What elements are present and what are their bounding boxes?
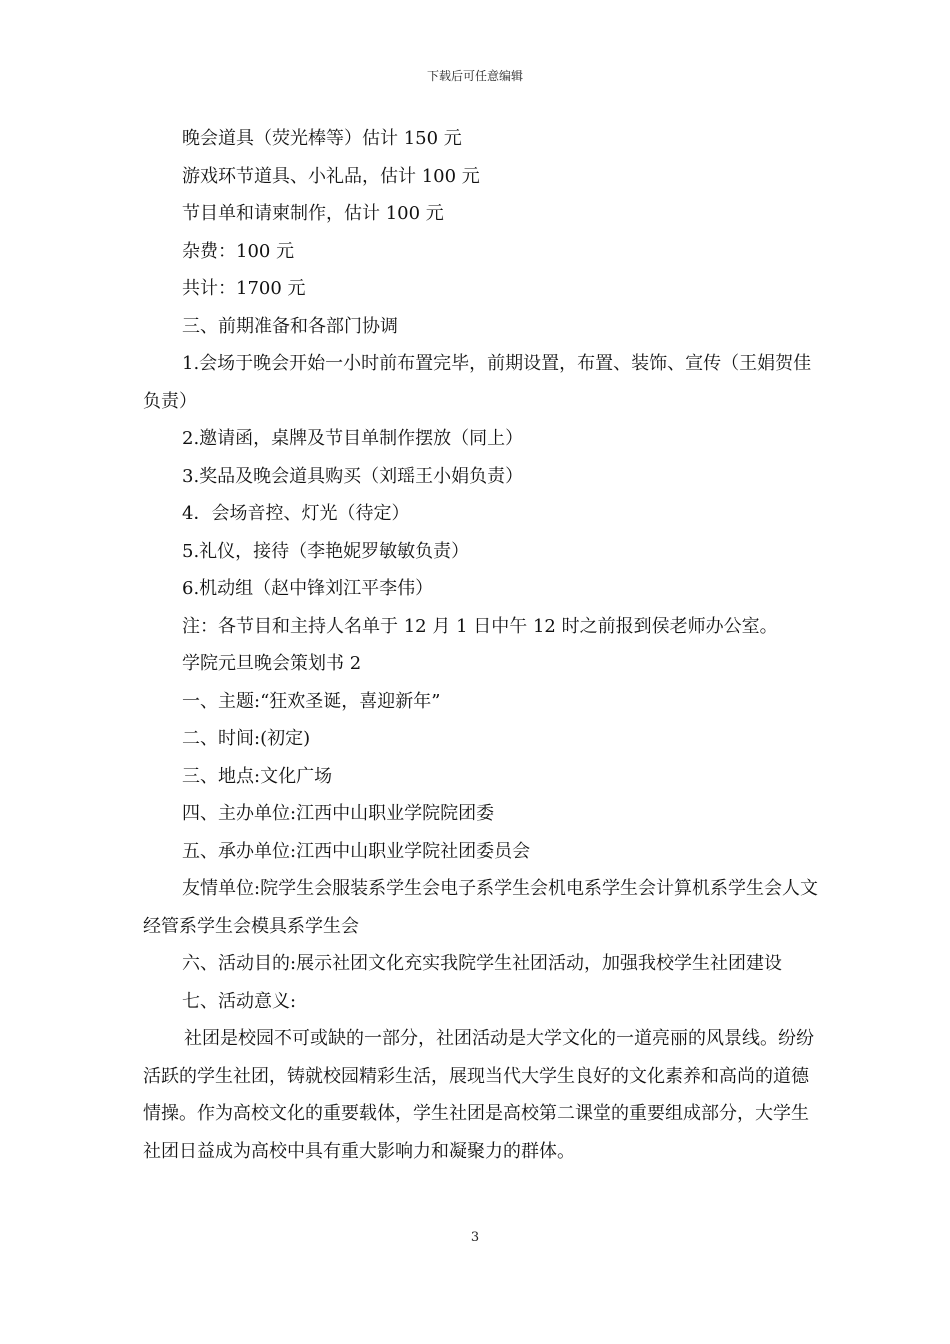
paragraph: 友情单位:院学生会服装系学生会电子系学生会机电系学生会计算机系学生会人文经管系学生会模具系学生会 [143, 878, 819, 937]
body-paragraph: 社团是校园不可或缺的一部分，社团活动是大学文化的一道亮丽的风景线。纷纷活跃的学生社团，铸就校园精彩生活，展现当代大学生良好的文化素养和高尚的道德情操。作为高校文化的重要载体，学生社团是高校第二课堂的重要组成部分，大学生社团日益成为高校中具有重大影响力和凝聚力的群体。 [143, 1028, 814, 1162]
section-heading: 三、前期准备和各部门协调 [182, 315, 398, 337]
list-item: 6.机动组（赵中锋刘江平李伟） [182, 578, 434, 599]
document-body [143, 120, 823, 1170]
list-item: 3.奖品及晚会道具购买（刘瑶王小娟负责） [182, 465, 524, 487]
section-heading: 一、主题:“狂欢圣诞，喜迎新年” [182, 690, 441, 712]
paragraph: 杂费：100 元 [182, 240, 295, 262]
paragraph: 节目单和请柬制作，估计 100 元 [182, 203, 444, 224]
section-heading: 六、活动目的:展示社团文化充实我院学生社团活动，加强我校学生社团建设 [182, 953, 783, 974]
list-item: 2.邀请函，桌牌及节目单制作摆放（同上） [182, 428, 524, 449]
note: 注：各节目和主持人名单于 12 月 1 日中午 12 时之前报到侯老师办公室。 [182, 615, 778, 637]
list-item: 5.礼仪，接待（李艳妮罗敏敏负责） [182, 540, 470, 562]
paragraph: 游戏环节道具、小礼品，估计 100 元 [182, 165, 480, 187]
paragraph: 晚会道具（荧光棒等）估计 150 元 [182, 128, 462, 149]
section-heading: 三、地点:文化广场 [182, 765, 333, 787]
section-heading: 二、时间:(初定) [182, 728, 311, 749]
page-number: 3 [470, 1230, 480, 1245]
section-heading: 七、活动意义: [182, 990, 297, 1012]
section-heading: 四、主办单位:江西中山职业学院院团委 [182, 803, 495, 824]
document-title: 学院元旦晚会策划书 2 [182, 653, 362, 674]
section-heading: 五、承办单位:江西中山职业学院社团委员会 [182, 840, 531, 862]
paragraph: 共计：1700 元 [182, 278, 306, 299]
list-item: 1.会场于晚会开始一小时前布置完毕，前期设置，布置、装饰、宣传（王娟贺佳负责） [143, 353, 812, 412]
page-header: 下载后可任意编辑 [426, 69, 523, 83]
list-item: 4．会场音控、灯光（待定） [182, 503, 410, 524]
